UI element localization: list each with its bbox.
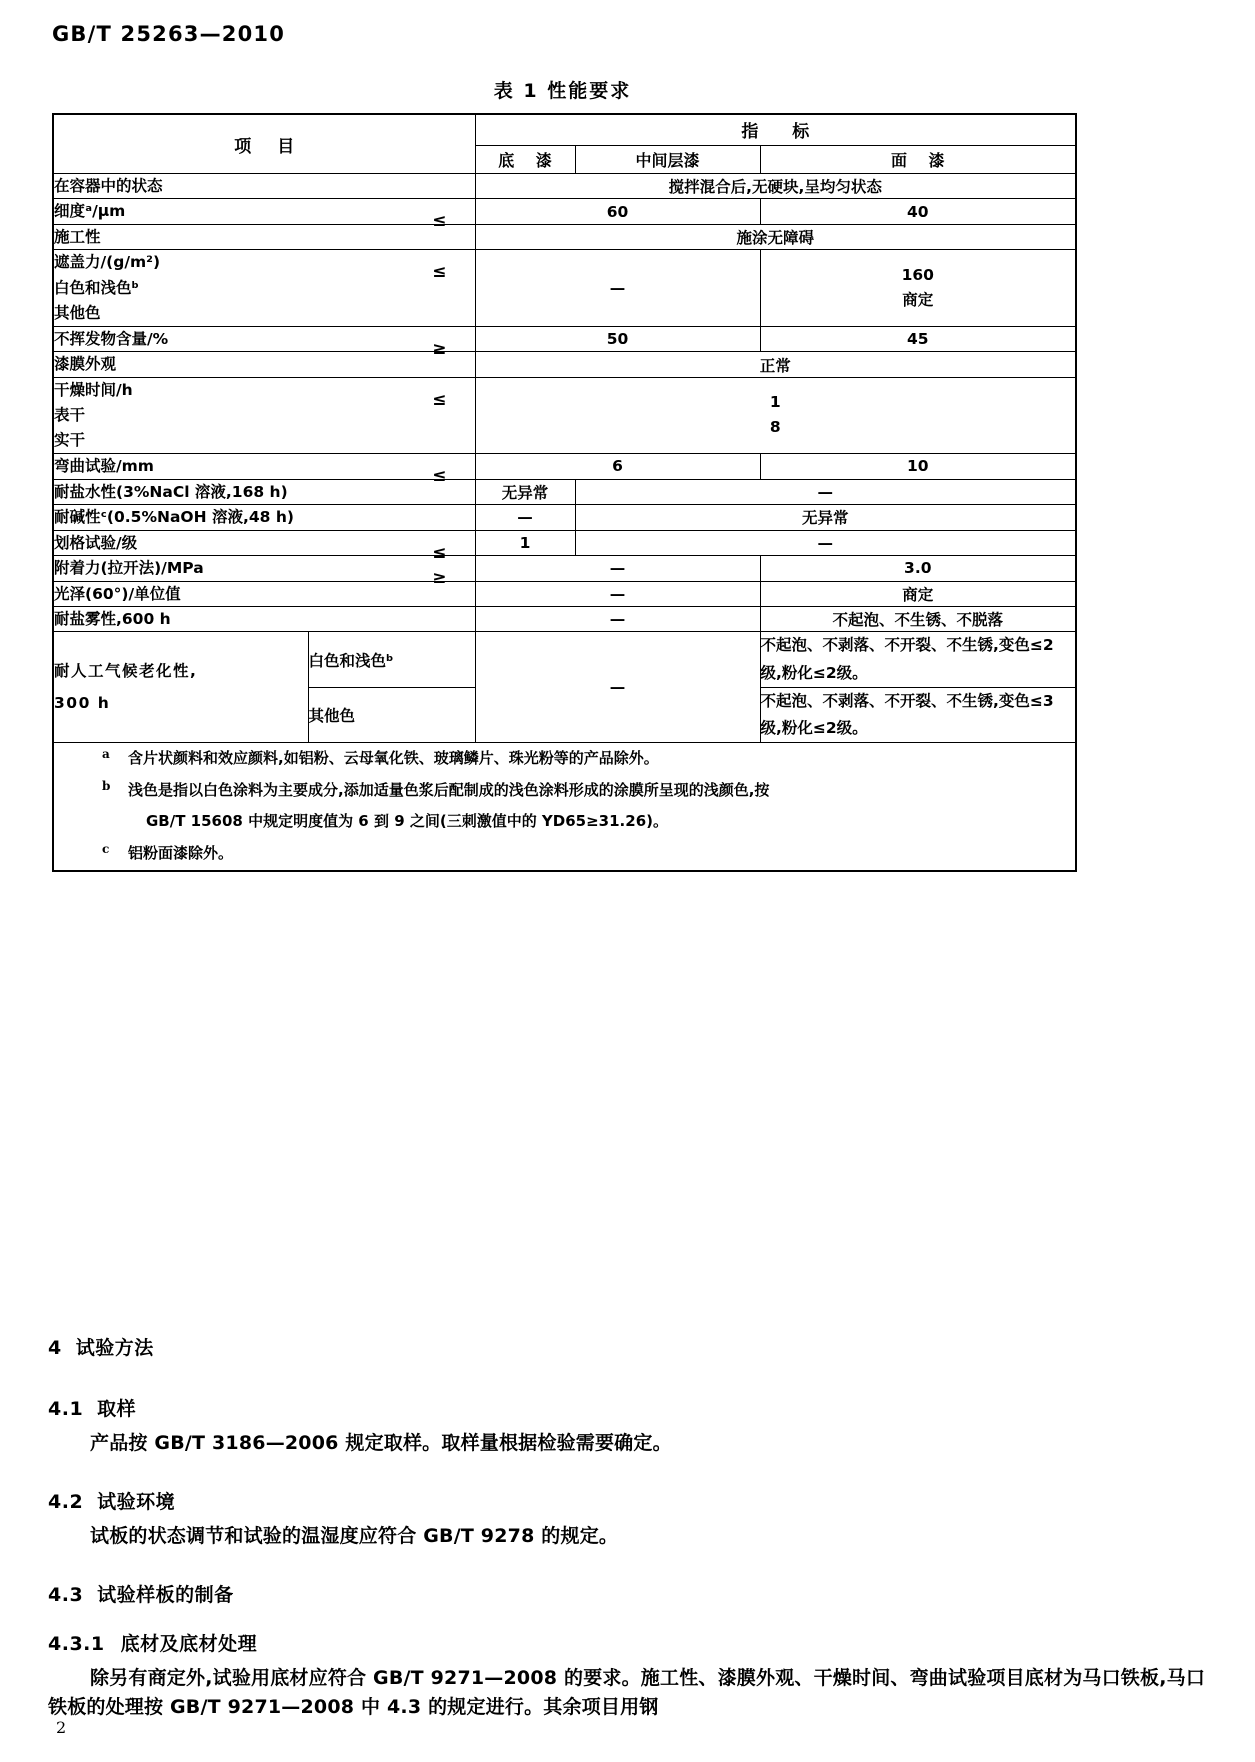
row-item-label-weathering [53, 632, 308, 743]
row-operator: ≤ [432, 262, 447, 283]
table-row [53, 606, 1076, 631]
row-item-text-line: 其他色 [54, 303, 101, 322]
section-4-1-number: 4.1 [48, 1398, 84, 1420]
section-4-3-1-title: 底材及底材处理 [120, 1633, 258, 1655]
row-operator: ≤ [432, 389, 447, 410]
row-item-text-line: 表干 [54, 405, 86, 424]
table-row [53, 556, 1076, 581]
row-item-label: 在容器中的状态 [53, 174, 475, 199]
table-header-row-1 [53, 114, 1076, 145]
row-value-topcoat-white-light: 不起泡、不剥落、不开裂、不生锈,变色≤2级,粉化≤2级。 [760, 632, 1076, 687]
row-operator: ≤ [432, 542, 447, 563]
row-value-primer: 1 [475, 530, 575, 555]
row-item-label: 施工性 [53, 224, 475, 249]
row-item-text: 划格试验/级 [54, 533, 138, 552]
row-item-label: 耐碱性ᶜ(0.5%NaOH 溶液,48 h) [53, 505, 475, 530]
table-caption: 表 1 性能要求 [493, 80, 632, 102]
row-item-label [53, 326, 475, 359]
row-value-line: 商定 [902, 291, 934, 310]
section-4-3-1-heading [48, 1629, 1208, 1656]
row-item-label [53, 556, 475, 589]
section-4-3-1-number: 4.3.1 [48, 1633, 105, 1655]
row-item-label [53, 454, 475, 487]
footnote-marker: b [102, 778, 111, 793]
row-value-line: 8 [769, 418, 781, 437]
section-4-number: 4 [48, 1337, 62, 1359]
row-value-topcoat: 3.0 [760, 556, 1076, 581]
row-item-label [53, 250, 475, 326]
row-value-all [475, 377, 1076, 453]
section-4-2-number: 4.2 [48, 1491, 84, 1513]
row-operator: ≤ [432, 466, 447, 487]
column-header-item: 项 目 [53, 114, 475, 174]
row-value-topcoat: 商定 [760, 581, 1076, 606]
row-operator: ≥ [432, 568, 447, 589]
section-4-1-heading [48, 1394, 1208, 1421]
footnote-b [54, 775, 1075, 807]
row-value-rest: — [575, 479, 1076, 504]
row-item-label: 光泽(60°)/单位值 [53, 581, 475, 606]
table-row [53, 454, 1076, 479]
row-value-line: 1 [769, 393, 781, 412]
footnote-marker: a [102, 746, 110, 761]
row-item-text: 不挥发物含量/% [54, 329, 169, 348]
table-footnotes-row [53, 742, 1076, 871]
table-row [53, 479, 1076, 504]
row-item-text: 弯曲试验/mm [54, 457, 154, 476]
row-item-text-line: 实干 [54, 430, 86, 449]
footnote-text: 含片状颜料和效应颜料,如铝粉、云母氧化铁、玻璃鳞片、珠光粉等的产品除外。 [128, 748, 659, 767]
row-item-label [53, 199, 475, 232]
row-value-topcoat [760, 250, 1076, 326]
row-value-primer-intermediate: — [475, 632, 760, 743]
table-row [53, 326, 1076, 351]
row-value-primer-intermediate: — [475, 581, 760, 606]
row-item-text-line: 遮盖力/(g/m²) [54, 253, 161, 272]
table-row [53, 199, 1076, 224]
row-value-primer-intermediate: — [475, 606, 760, 631]
section-4-3-number: 4.3 [48, 1584, 84, 1606]
table-footnotes [53, 742, 1076, 871]
table-row [53, 505, 1076, 530]
row-value-line: 160 [901, 266, 934, 284]
footnote-c [54, 838, 1075, 870]
section-4-3-1-body: 除另有商定外,试验用底材应符合 GB/T 9271—2008 的要求。施工性、漆膜外观、干燥时间、弯曲试验项目底材为马口铁板,马口铁板的处理按 GB/T 9271—2008 中 4.3 的规定进行。其余项目用钢 [48, 1667, 1206, 1719]
row-value-all: 施涂无障碍 [475, 224, 1076, 249]
row-item-text-line: 干燥时间/h [54, 380, 133, 399]
row-operator: ≤ [432, 211, 447, 232]
section-4-title: 试验方法 [75, 1337, 154, 1359]
performance-requirements-table [52, 113, 1075, 872]
row-item-text-line: 耐人工气候老化性, [54, 661, 198, 680]
table-row [53, 377, 1076, 453]
row-value-primer-intermediate: — [475, 250, 760, 326]
row-value-topcoat: 10 [760, 454, 1076, 479]
row-operator: ≥ [432, 338, 447, 359]
row-item-label: 耐盐雾性,600 h [53, 606, 475, 631]
row-value-primer-intermediate: 60 [475, 199, 760, 224]
row-item-label [53, 530, 475, 563]
row-item-label: 耐盐水性(3%NaCl 溶液,168 h) [53, 479, 475, 504]
footnote-marker: c [102, 842, 110, 857]
section-4-3-1 [48, 1629, 1208, 1723]
row-subitem-white-light: 白色和浅色ᵇ [308, 632, 475, 687]
row-value-rest: — [575, 530, 1076, 555]
section-4-3 [48, 1580, 1208, 1609]
running-header: GB/T 25263—2010 [52, 22, 286, 46]
row-value-primer: — [475, 505, 575, 530]
row-item-label: 漆膜外观 [53, 352, 475, 377]
row-value-primer: 无异常 [475, 479, 575, 504]
row-value-primer-intermediate: — [475, 556, 760, 581]
row-value-primer-intermediate: 6 [475, 454, 760, 479]
row-value-topcoat: 45 [760, 326, 1076, 351]
footnote-a [54, 743, 1075, 775]
column-header-topcoat: 面 漆 [760, 145, 1076, 173]
section-4-3-heading [48, 1580, 1208, 1607]
section-4-2-title: 试验环境 [97, 1491, 176, 1513]
row-item-label [53, 377, 475, 453]
table-row [53, 352, 1076, 377]
section-4-1-title: 取样 [97, 1398, 137, 1420]
row-item-text: 细度ᵃ/μm [54, 202, 126, 221]
section-4-1 [48, 1394, 1208, 1458]
table-row [53, 250, 1076, 326]
table-row [53, 581, 1076, 606]
row-item-text: 附着力(拉开法)/MPa [54, 559, 204, 578]
section-4-2-body: 试板的状态调节和试验的温湿度应符合 GB/T 9278 的规定。 [90, 1525, 619, 1547]
footnote-text: 铝粉面漆除外。 [128, 844, 234, 863]
page-number: 2 [56, 1718, 67, 1737]
row-value-rest: 无异常 [575, 505, 1076, 530]
table-row [53, 632, 1076, 687]
section-4-3-title: 试验样板的制备 [97, 1584, 234, 1606]
table-row [53, 530, 1076, 555]
section-4-heading [48, 1333, 1208, 1360]
footnote-text: 浅色是指以白色涂料为主要成分,添加适量色浆后配制成的浅色涂料形成的涂膜所呈现的浅颜色,按 [128, 780, 770, 799]
column-header-index-group: 指 标 [475, 114, 1076, 145]
section-4 [48, 1333, 1208, 1362]
footnote-text-continued: GB/T 15608 中规定明度值为 6 到 9 之间(三刺激值中的 YD65≥31.26)。 [146, 812, 668, 831]
row-value-all: 正常 [475, 352, 1076, 377]
row-value-topcoat: 不起泡、不生锈、不脱落 [760, 606, 1076, 631]
footnote-b-continued [54, 806, 1075, 838]
column-header-intermediate: 中间层漆 [575, 145, 760, 173]
row-value-all: 搅拌混合后,无硬块,呈均匀状态 [475, 174, 1076, 199]
row-value-topcoat: 40 [760, 199, 1076, 224]
table-row [53, 174, 1076, 199]
row-item-text-line: 白色和浅色ᵇ [54, 278, 139, 297]
column-header-primer: 底 漆 [475, 145, 575, 173]
section-4-2-heading [48, 1487, 1208, 1514]
row-item-text-line: 300 h [54, 694, 111, 713]
section-4-1-body: 产品按 GB/T 3186—2006 规定取样。取样量根据检验需要确定。 [90, 1432, 672, 1454]
row-subitem-other-colors: 其他色 [308, 687, 475, 742]
row-value-primer-intermediate: 50 [475, 326, 760, 351]
section-4-2 [48, 1487, 1208, 1551]
table-row [53, 224, 1076, 249]
row-value-topcoat-other-colors: 不起泡、不剥落、不开裂、不生锈,变色≤3级,粉化≤2级。 [760, 687, 1076, 742]
